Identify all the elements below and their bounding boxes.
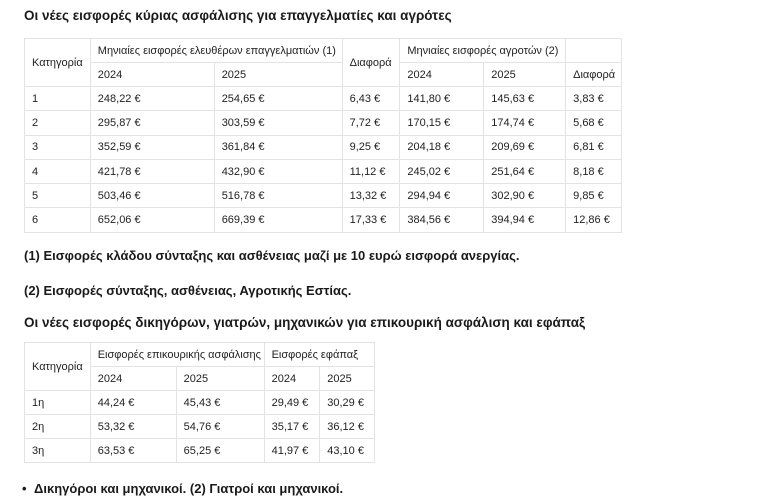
year-header: 2024 bbox=[90, 367, 176, 391]
value-cell: 6,81 € bbox=[566, 135, 622, 159]
table-row bbox=[25, 208, 622, 232]
table-row bbox=[25, 415, 375, 439]
value-cell: 3,83 € bbox=[566, 87, 622, 111]
value-cell: 254,65 € bbox=[214, 87, 342, 111]
section1-title: Οι νέες εισφορές κύριας ασφάλισης για επαγγελματίες και αγρότες bbox=[24, 8, 452, 23]
value-cell: 7,72 € bbox=[342, 111, 400, 135]
footnote-1: (1) Εισφορές κλάδου σύνταξης και ασθένειας μαζί με 10 ευρώ εισφορά ανεργίας. bbox=[24, 248, 520, 263]
category-cell: 2η bbox=[25, 415, 91, 439]
value-cell: 65,25 € bbox=[176, 439, 264, 463]
value-cell: 503,46 € bbox=[90, 184, 214, 208]
value-cell: 421,78 € bbox=[90, 159, 214, 183]
footnote-2: (2) Εισφορές σύνταξης, ασθένειας, Αγροτικής Εστίας. bbox=[24, 283, 352, 298]
table-row bbox=[25, 391, 375, 415]
value-cell: 174,74 € bbox=[484, 111, 566, 135]
value-cell: 17,33 € bbox=[342, 208, 400, 232]
value-cell: 209,69 € bbox=[484, 135, 566, 159]
table-subheader-row bbox=[25, 63, 622, 87]
group-aux-header: Εισφορές επικουρικής ασφάλισης bbox=[90, 343, 264, 367]
value-cell: 54,76 € bbox=[176, 415, 264, 439]
year-header: 2025 bbox=[484, 63, 566, 87]
table-row bbox=[25, 184, 622, 208]
value-cell: 669,39 € bbox=[214, 208, 342, 232]
table-row bbox=[25, 111, 622, 135]
list-item-text: Δικηγόροι και μηχανικοί. (2) Γιατροί και μηχανικοί. bbox=[34, 481, 344, 496]
year-header: 2024 bbox=[400, 63, 484, 87]
value-cell: 8,18 € bbox=[566, 159, 622, 183]
value-cell: 361,84 € bbox=[214, 135, 342, 159]
value-cell: 5,68 € bbox=[566, 111, 622, 135]
table-row bbox=[25, 159, 622, 183]
table-row bbox=[25, 439, 375, 463]
value-cell: 394,94 € bbox=[484, 208, 566, 232]
value-cell: 43,10 € bbox=[320, 439, 375, 463]
value-cell: 384,56 € bbox=[400, 208, 484, 232]
value-cell: 41,97 € bbox=[264, 439, 320, 463]
value-cell: 12,86 € bbox=[566, 208, 622, 232]
value-cell: 36,12 € bbox=[320, 415, 375, 439]
value-cell: 432,90 € bbox=[214, 159, 342, 183]
value-cell: 29,49 € bbox=[264, 391, 320, 415]
value-cell: 9,25 € bbox=[342, 135, 400, 159]
group-farmers-header: Μηνιαίες εισφορές αγροτών (2) bbox=[400, 39, 566, 63]
year-header: 2025 bbox=[320, 367, 375, 391]
value-cell: 9,85 € bbox=[566, 184, 622, 208]
category-cell: 6 bbox=[25, 208, 91, 232]
col-diff-prof-header: Διαφορά bbox=[342, 39, 400, 87]
value-cell: 294,94 € bbox=[400, 184, 484, 208]
category-cell: 5 bbox=[25, 184, 91, 208]
value-cell: 141,80 € bbox=[400, 87, 484, 111]
group-professionals-header: Μηνιαίες εισφορές ελευθέρων επαγγελματιών (1) bbox=[90, 39, 342, 63]
value-cell: 352,59 € bbox=[90, 135, 214, 159]
table-row bbox=[25, 87, 622, 111]
main-insurance-table bbox=[24, 38, 622, 233]
value-cell: 145,63 € bbox=[484, 87, 566, 111]
value-cell: 44,24 € bbox=[90, 391, 176, 415]
value-cell: 303,59 € bbox=[214, 111, 342, 135]
table-row bbox=[25, 135, 622, 159]
category-cell: 2 bbox=[25, 111, 91, 135]
category-cell: 1 bbox=[25, 87, 91, 111]
auxiliary-insurance-table bbox=[24, 342, 375, 463]
category-cell: 1η bbox=[25, 391, 91, 415]
value-cell: 45,43 € bbox=[176, 391, 264, 415]
value-cell: 295,87 € bbox=[90, 111, 214, 135]
bullet-list bbox=[24, 481, 343, 496]
value-cell: 302,90 € bbox=[484, 184, 566, 208]
value-cell: 53,32 € bbox=[90, 415, 176, 439]
year-header: 2025 bbox=[176, 367, 264, 391]
value-cell: 516,78 € bbox=[214, 184, 342, 208]
value-cell: 13,32 € bbox=[342, 184, 400, 208]
col-diff-farm-header: Διαφορά bbox=[566, 63, 622, 87]
year-header: 2024 bbox=[90, 63, 214, 87]
col-category-header: Κατηγορία bbox=[25, 343, 91, 391]
value-cell: 245,02 € bbox=[400, 159, 484, 183]
value-cell: 652,06 € bbox=[90, 208, 214, 232]
category-cell: 3η bbox=[25, 439, 91, 463]
section2-title: Οι νέες εισφορές δικηγόρων, γιατρών, μηχανικών για επικουρική ασφάλιση και εφάπαξ bbox=[24, 315, 586, 330]
value-cell: 204,18 € bbox=[400, 135, 484, 159]
empty-header-cell bbox=[566, 39, 622, 63]
col-category-header: Κατηγορία bbox=[25, 39, 91, 87]
value-cell: 63,53 € bbox=[90, 439, 176, 463]
value-cell: 11,12 € bbox=[342, 159, 400, 183]
table-header-row bbox=[25, 343, 375, 367]
table-header-row bbox=[25, 39, 622, 63]
category-cell: 4 bbox=[25, 159, 91, 183]
category-cell: 3 bbox=[25, 135, 91, 159]
group-lump-header: Εισφορές εφάπαξ bbox=[264, 343, 374, 367]
year-header: 2024 bbox=[264, 367, 320, 391]
list-item bbox=[24, 481, 343, 496]
value-cell: 251,64 € bbox=[484, 159, 566, 183]
year-header: 2025 bbox=[214, 63, 342, 87]
value-cell: 248,22 € bbox=[90, 87, 214, 111]
value-cell: 170,15 € bbox=[400, 111, 484, 135]
value-cell: 35,17 € bbox=[264, 415, 320, 439]
value-cell: 6,43 € bbox=[342, 87, 400, 111]
value-cell: 30,29 € bbox=[320, 391, 375, 415]
